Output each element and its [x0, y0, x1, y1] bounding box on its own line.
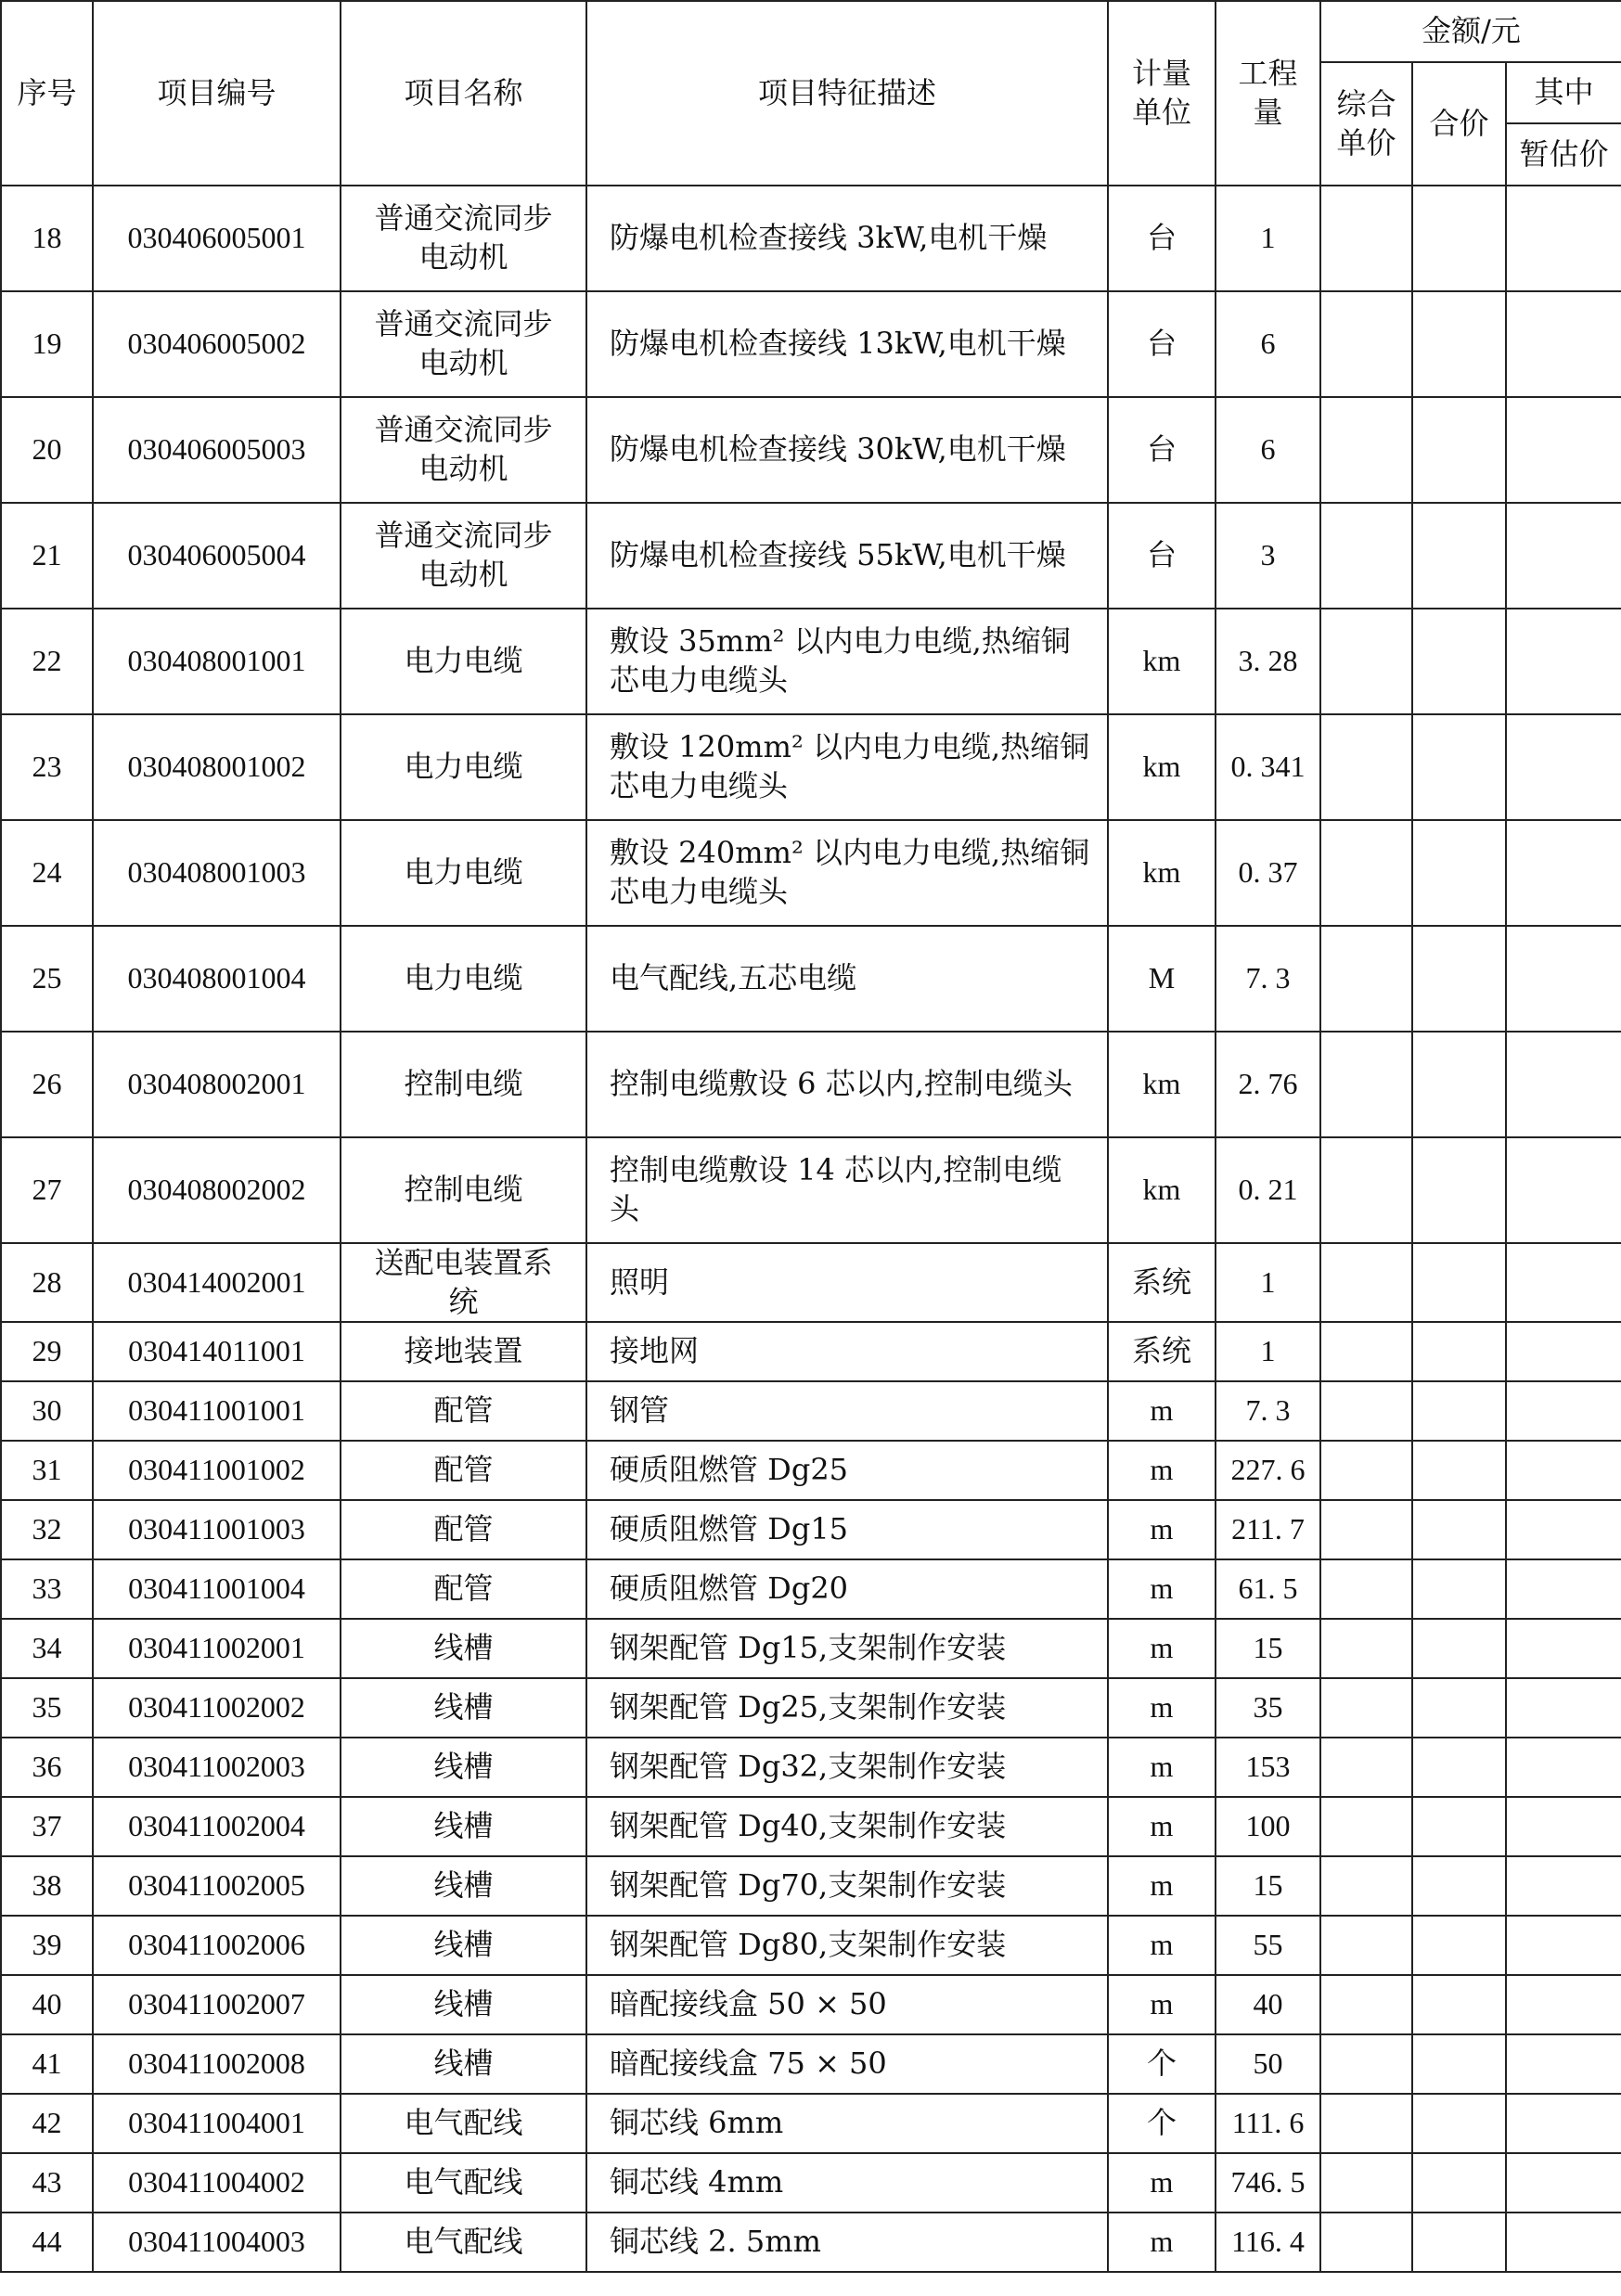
row-quantity: 3 [1216, 503, 1320, 609]
row-total-price [1412, 1441, 1506, 1500]
row-desc: 敷设 35mm² 以内电力电缆,热缩铜芯电力电缆头 [586, 609, 1108, 714]
row-desc: 暗配接线盒 50 × 50 [586, 1975, 1108, 2034]
row-unit: m [1108, 1381, 1216, 1441]
row-provisional [1506, 1975, 1621, 2034]
row-seq: 33 [1, 1559, 93, 1619]
table-row [1, 926, 1621, 1032]
row-provisional [1506, 2213, 1621, 2272]
row-provisional [1506, 503, 1621, 609]
table-row [1, 2094, 1621, 2153]
row-code: 030411002008 [93, 2034, 341, 2094]
row-unit-price [1320, 926, 1412, 1032]
row-code: 030406005004 [93, 503, 341, 609]
table-row [1, 397, 1621, 503]
row-desc: 钢架配管 Dg15,支架制作安装 [586, 1619, 1108, 1678]
row-total-price [1412, 609, 1506, 714]
row-provisional [1506, 1441, 1621, 1500]
row-code: 030406005001 [93, 186, 341, 291]
row-desc: 接地网 [586, 1322, 1108, 1381]
row-unit: m [1108, 1797, 1216, 1856]
row-code: 030411001004 [93, 1559, 341, 1619]
row-unit-price [1320, 820, 1412, 926]
table-row [1, 1856, 1621, 1916]
row-name: 配管 [341, 1559, 586, 1619]
row-name: 控制电缆 [341, 1137, 586, 1243]
row-desc: 硬质阻燃管 Dg25 [586, 1441, 1108, 1500]
row-desc: 照明 [586, 1243, 1108, 1322]
row-quantity: 1 [1216, 186, 1320, 291]
row-quantity: 3. 28 [1216, 609, 1320, 714]
row-desc: 电气配线,五芯电缆 [586, 926, 1108, 1032]
row-desc: 防爆电机检查接线 55kW,电机干燥 [586, 503, 1108, 609]
row-unit-price [1320, 1032, 1412, 1137]
row-provisional [1506, 1738, 1621, 1797]
table-row [1, 1797, 1621, 1856]
row-unit: m [1108, 1500, 1216, 1559]
row-provisional [1506, 1678, 1621, 1738]
row-seq: 23 [1, 714, 93, 820]
row-seq: 31 [1, 1441, 93, 1500]
row-provisional [1506, 1381, 1621, 1441]
row-desc: 钢架配管 Dg40,支架制作安装 [586, 1797, 1108, 1856]
row-unit: km [1108, 1137, 1216, 1243]
row-unit-price [1320, 1243, 1412, 1322]
row-provisional [1506, 1559, 1621, 1619]
row-total-price [1412, 1678, 1506, 1738]
row-total-price [1412, 291, 1506, 397]
row-desc: 控制电缆敷设 14 芯以内,控制电缆头 [586, 1137, 1108, 1243]
row-code: 030406005003 [93, 397, 341, 503]
row-seq: 36 [1, 1738, 93, 1797]
row-code: 030411004001 [93, 2094, 341, 2153]
row-quantity: 61. 5 [1216, 1559, 1320, 1619]
row-seq: 42 [1, 2094, 93, 2153]
row-name: 线槽 [341, 1856, 586, 1916]
row-name: 电力电缆 [341, 926, 586, 1032]
row-quantity: 40 [1216, 1975, 1320, 2034]
row-provisional [1506, 1797, 1621, 1856]
row-seq: 37 [1, 1797, 93, 1856]
row-desc: 防爆电机检查接线 13kW,电机干燥 [586, 291, 1108, 397]
row-name: 线槽 [341, 1916, 586, 1975]
row-desc: 铜芯线 2. 5mm [586, 2213, 1108, 2272]
row-total-price [1412, 2153, 1506, 2213]
row-quantity: 6 [1216, 291, 1320, 397]
row-unit: M [1108, 926, 1216, 1032]
row-unit: m [1108, 1916, 1216, 1975]
row-seq: 44 [1, 2213, 93, 2272]
table-row [1, 714, 1621, 820]
row-provisional [1506, 397, 1621, 503]
row-desc: 暗配接线盒 75 × 50 [586, 2034, 1108, 2094]
row-code: 030411002005 [93, 1856, 341, 1916]
row-total-price [1412, 1856, 1506, 1916]
row-desc: 铜芯线 4mm [586, 2153, 1108, 2213]
table-row [1, 1322, 1621, 1381]
table-row [1, 820, 1621, 926]
table-row [1, 1738, 1621, 1797]
row-unit-price [1320, 1975, 1412, 2034]
row-unit: 台 [1108, 291, 1216, 397]
row-desc: 钢架配管 Dg32,支架制作安装 [586, 1738, 1108, 1797]
row-unit-price [1320, 609, 1412, 714]
row-unit-price [1320, 1738, 1412, 1797]
row-unit: 个 [1108, 2094, 1216, 2153]
row-unit: m [1108, 1856, 1216, 1916]
row-code: 030411002004 [93, 1797, 341, 1856]
row-seq: 40 [1, 1975, 93, 2034]
row-total-price [1412, 503, 1506, 609]
row-name: 电力电缆 [341, 714, 586, 820]
row-name: 配管 [341, 1381, 586, 1441]
row-quantity: 35 [1216, 1678, 1320, 1738]
row-unit-price [1320, 291, 1412, 397]
row-provisional [1506, 291, 1621, 397]
row-name: 线槽 [341, 1975, 586, 2034]
row-seq: 39 [1, 1916, 93, 1975]
table-row [1, 1975, 1621, 2034]
row-desc: 敷设 120mm² 以内电力电缆,热缩铜芯电力电缆头 [586, 714, 1108, 820]
col-desc-header: 项目特征描述 [586, 1, 1108, 186]
row-seq: 43 [1, 2153, 93, 2213]
table-row [1, 1678, 1621, 1738]
row-unit: m [1108, 2213, 1216, 2272]
row-seq: 24 [1, 820, 93, 926]
row-name: 电气配线 [341, 2094, 586, 2153]
row-seq: 41 [1, 2034, 93, 2094]
row-desc: 钢架配管 Dg80,支架制作安装 [586, 1916, 1108, 1975]
row-name: 线槽 [341, 2034, 586, 2094]
row-code: 030411002006 [93, 1916, 341, 1975]
row-seq: 34 [1, 1619, 93, 1678]
row-seq: 29 [1, 1322, 93, 1381]
row-unit: m [1108, 1619, 1216, 1678]
row-quantity: 15 [1216, 1619, 1320, 1678]
row-code: 030411002002 [93, 1678, 341, 1738]
row-desc: 防爆电机检查接线 3kW,电机干燥 [586, 186, 1108, 291]
row-provisional [1506, 714, 1621, 820]
row-unit-price [1320, 1678, 1412, 1738]
row-provisional [1506, 1032, 1621, 1137]
row-desc: 铜芯线 6mm [586, 2094, 1108, 2153]
table-row [1, 1441, 1621, 1500]
row-provisional [1506, 1856, 1621, 1916]
row-unit-price [1320, 1856, 1412, 1916]
table-row [1, 291, 1621, 397]
row-seq: 28 [1, 1243, 93, 1322]
table-row [1, 1619, 1621, 1678]
row-quantity: 2. 76 [1216, 1032, 1320, 1137]
row-total-price [1412, 1137, 1506, 1243]
row-name: 线槽 [341, 1619, 586, 1678]
row-unit: 个 [1108, 2034, 1216, 2094]
row-name: 线槽 [341, 1738, 586, 1797]
row-total-price [1412, 1975, 1506, 2034]
row-provisional [1506, 1243, 1621, 1322]
row-unit-price [1320, 1619, 1412, 1678]
row-provisional [1506, 1619, 1621, 1678]
row-unit-price [1320, 1381, 1412, 1441]
row-unit-price [1320, 1441, 1412, 1500]
row-unit: m [1108, 1559, 1216, 1619]
row-unit: m [1108, 1975, 1216, 2034]
col-unit-header: 计量 单位 [1108, 1, 1216, 186]
row-code: 030406005002 [93, 291, 341, 397]
row-total-price [1412, 2094, 1506, 2153]
row-unit-price [1320, 503, 1412, 609]
row-code: 030411001002 [93, 1441, 341, 1500]
row-seq: 22 [1, 609, 93, 714]
row-provisional [1506, 186, 1621, 291]
row-unit: m [1108, 2153, 1216, 2213]
row-name: 控制电缆 [341, 1032, 586, 1137]
row-unit-price [1320, 2034, 1412, 2094]
table-row [1, 2153, 1621, 2213]
row-quantity: 100 [1216, 1797, 1320, 1856]
row-provisional [1506, 2153, 1621, 2213]
row-quantity: 0. 21 [1216, 1137, 1320, 1243]
row-desc: 敷设 240mm² 以内电力电缆,热缩铜芯电力电缆头 [586, 820, 1108, 926]
row-seq: 38 [1, 1856, 93, 1916]
row-unit: m [1108, 1738, 1216, 1797]
row-total-price [1412, 1619, 1506, 1678]
table-row [1, 1243, 1621, 1322]
row-code: 030411002003 [93, 1738, 341, 1797]
row-total-price [1412, 926, 1506, 1032]
row-unit-price [1320, 2213, 1412, 2272]
col-seq-header: 序号 [1, 1, 93, 186]
row-name: 电力电缆 [341, 820, 586, 926]
col-name-header: 项目名称 [341, 1, 586, 186]
row-name: 电力电缆 [341, 609, 586, 714]
row-unit-price [1320, 2153, 1412, 2213]
table-row [1, 503, 1621, 609]
row-provisional [1506, 2034, 1621, 2094]
row-quantity: 0. 341 [1216, 714, 1320, 820]
row-total-price [1412, 1322, 1506, 1381]
row-total-price [1412, 820, 1506, 926]
col-unit-price-header: 综合 单价 [1320, 62, 1412, 186]
row-total-price [1412, 186, 1506, 291]
row-desc: 硬质阻燃管 Dg20 [586, 1559, 1108, 1619]
row-seq: 30 [1, 1381, 93, 1441]
table-row [1, 1916, 1621, 1975]
row-total-price [1412, 2034, 1506, 2094]
row-total-price [1412, 1916, 1506, 1975]
row-provisional [1506, 1916, 1621, 1975]
table-row [1, 1137, 1621, 1243]
row-code: 030411001003 [93, 1500, 341, 1559]
table-row [1, 186, 1621, 291]
row-unit: 台 [1108, 186, 1216, 291]
row-name: 普通交流同步电动机 [341, 503, 586, 609]
row-total-price [1412, 1738, 1506, 1797]
row-quantity: 55 [1216, 1916, 1320, 1975]
col-total-price-header: 合价 [1412, 62, 1506, 186]
row-quantity: 211. 7 [1216, 1500, 1320, 1559]
row-seq: 35 [1, 1678, 93, 1738]
row-provisional [1506, 1500, 1621, 1559]
row-name: 线槽 [341, 1678, 586, 1738]
row-total-price [1412, 397, 1506, 503]
row-unit-price [1320, 1137, 1412, 1243]
row-unit: km [1108, 820, 1216, 926]
row-seq: 19 [1, 291, 93, 397]
row-name: 普通交流同步电动机 [341, 186, 586, 291]
row-code: 030408001001 [93, 609, 341, 714]
row-code: 030408001002 [93, 714, 341, 820]
table-row [1, 2034, 1621, 2094]
row-total-price [1412, 1797, 1506, 1856]
row-quantity: 7. 3 [1216, 1381, 1320, 1441]
row-total-price [1412, 1032, 1506, 1137]
row-unit: 台 [1108, 397, 1216, 503]
row-total-price [1412, 1381, 1506, 1441]
row-quantity: 0. 37 [1216, 820, 1320, 926]
row-unit: km [1108, 609, 1216, 714]
row-desc: 钢管 [586, 1381, 1108, 1441]
table-row [1, 1500, 1621, 1559]
row-provisional [1506, 1137, 1621, 1243]
row-provisional [1506, 609, 1621, 714]
row-provisional [1506, 820, 1621, 926]
row-seq: 18 [1, 186, 93, 291]
row-seq: 26 [1, 1032, 93, 1137]
row-code: 030408001003 [93, 820, 341, 926]
col-of-which-header: 其中 [1506, 62, 1621, 123]
table-row [1, 1381, 1621, 1441]
row-seq: 21 [1, 503, 93, 609]
row-unit: 台 [1108, 503, 1216, 609]
row-desc: 钢架配管 Dg25,支架制作安装 [586, 1678, 1108, 1738]
row-name: 电气配线 [341, 2213, 586, 2272]
row-code: 030414002001 [93, 1243, 341, 1322]
row-unit-price [1320, 397, 1412, 503]
row-total-price [1412, 2213, 1506, 2272]
row-quantity: 227. 6 [1216, 1441, 1320, 1500]
row-code: 030408002002 [93, 1137, 341, 1243]
table-header [1, 1, 1621, 186]
table-row [1, 2213, 1621, 2272]
row-quantity: 15 [1216, 1856, 1320, 1916]
row-provisional [1506, 2094, 1621, 2153]
row-unit-price [1320, 1797, 1412, 1856]
row-total-price [1412, 714, 1506, 820]
row-code: 030411004002 [93, 2153, 341, 2213]
row-total-price [1412, 1500, 1506, 1559]
row-name: 配管 [341, 1441, 586, 1500]
row-name: 普通交流同步电动机 [341, 397, 586, 503]
row-desc: 防爆电机检查接线 30kW,电机干燥 [586, 397, 1108, 503]
row-quantity: 1 [1216, 1322, 1320, 1381]
row-provisional [1506, 1322, 1621, 1381]
row-unit-price [1320, 1916, 1412, 1975]
row-unit: km [1108, 714, 1216, 820]
row-name: 接地装置 [341, 1322, 586, 1381]
row-name: 普通交流同步电动机 [341, 291, 586, 397]
table-row [1, 1032, 1621, 1137]
row-seq: 20 [1, 397, 93, 503]
row-quantity: 6 [1216, 397, 1320, 503]
row-total-price [1412, 1559, 1506, 1619]
row-quantity: 153 [1216, 1738, 1320, 1797]
table-row [1, 1559, 1621, 1619]
row-unit: m [1108, 1678, 1216, 1738]
row-seq: 32 [1, 1500, 93, 1559]
row-unit: m [1108, 1441, 1216, 1500]
row-provisional [1506, 926, 1621, 1032]
row-desc: 硬质阻燃管 Dg15 [586, 1500, 1108, 1559]
row-code: 030414011001 [93, 1322, 341, 1381]
row-unit: km [1108, 1032, 1216, 1137]
row-quantity: 50 [1216, 2034, 1320, 2094]
col-provisional-header: 暂估价 [1506, 123, 1621, 186]
row-unit-price [1320, 2094, 1412, 2153]
row-unit-price [1320, 1322, 1412, 1381]
row-name: 线槽 [341, 1797, 586, 1856]
row-code: 030411001001 [93, 1381, 341, 1441]
row-total-price [1412, 1243, 1506, 1322]
row-quantity: 746. 5 [1216, 2153, 1320, 2213]
row-code: 030411002001 [93, 1619, 341, 1678]
col-quantity-header: 工程量 [1216, 1, 1320, 186]
row-quantity: 1 [1216, 1243, 1320, 1322]
row-quantity: 7. 3 [1216, 926, 1320, 1032]
row-unit-price [1320, 186, 1412, 291]
row-code: 030408002001 [93, 1032, 341, 1137]
table-row [1, 609, 1621, 714]
row-seq: 27 [1, 1137, 93, 1243]
row-name: 配管 [341, 1500, 586, 1559]
row-seq: 25 [1, 926, 93, 1032]
row-name: 电气配线 [341, 2153, 586, 2213]
row-code: 030411002007 [93, 1975, 341, 2034]
row-unit-price [1320, 714, 1412, 820]
row-quantity: 111. 6 [1216, 2094, 1320, 2153]
row-name: 送配电装置系统 [341, 1243, 586, 1322]
table-body [1, 186, 1621, 2272]
row-desc: 钢架配管 Dg70,支架制作安装 [586, 1856, 1108, 1916]
row-unit: 系统 [1108, 1322, 1216, 1381]
col-amount-header: 金额/元 [1320, 1, 1621, 62]
row-unit-price [1320, 1559, 1412, 1619]
row-quantity: 116. 4 [1216, 2213, 1320, 2272]
row-unit-price [1320, 1500, 1412, 1559]
row-code: 030408001004 [93, 926, 341, 1032]
col-code-header: 项目编号 [93, 1, 341, 186]
row-desc: 控制电缆敷设 6 芯以内,控制电缆头 [586, 1032, 1108, 1137]
row-code: 030411004003 [93, 2213, 341, 2272]
row-unit: 系统 [1108, 1243, 1216, 1322]
